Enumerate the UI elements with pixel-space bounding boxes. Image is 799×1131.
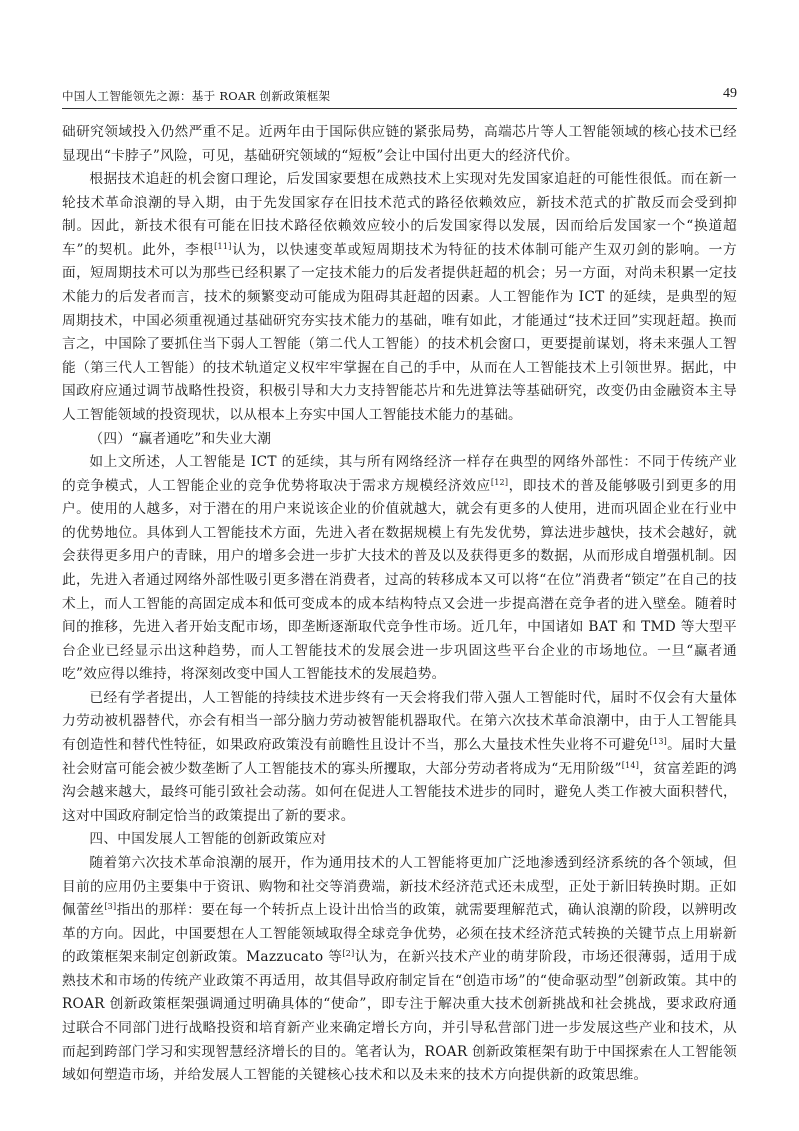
citation-ref: [3]: [104, 902, 117, 912]
paragraph-roar-framework: 随着第六次技术革命浪潮的展开，作为通用技术的人工智能将更加广泛地渗透到经济系统的各个领域，但目前的应用仍主要集中于资讯、购物和社交等消费端，新技术经济范式还未成型，正处于新旧转换时期。正如佩蕾丝[3]指出的那样：要在每一个转折点上设计出恰当的政策，就需要理解范式，确认浪潮的阶段，以辨明改革的方向。因此，中国要想在人工智能领域取得全球竞争优势，必须在技术经济范式转换的关键节点上用崭新的政策框架来制定创新政策。Mazzucato 等[2]认为，在新兴技术产业的萌芽阶段，市场还很薄弱，适用于成熟技术和市场的传统产业政策不再适用，故其倡导政府制定旨在“创造市场”的“使命驱动型”创新政策。其中的 ROAR 创新政策框架强调通过明确具体的“使命”，即专注于解决重大技术创新挑战和社会挑战，要求政府通过联合不同部门进行战略投资和培育新产业来确定增长方向，并引导私营部门进一步发展这些产业和技术，从而起到跨部门学习和实现智慧经济增长的目的。笔者认为，ROAR 创新政策框架有助于中国探索在人工智能领域如何塑造市场，并给发展人工智能的关键核心技术和以及未来的技术方向提供新的政策思维。: [62, 854, 737, 1084]
paragraph-continued: 础研究领域投入仍然严重不足。近两年由于国际供应链的紧张局势，高端芯片等人工智能领域的核心技术已经显现出“卡脖子”风险，可见，基础研究领域的“短板”会让中国付出更大的经济代价。: [62, 124, 737, 164]
paragraph-unemployment: 已经有学者提出，人工智能的持续技术进步终有一天会将我们带入强人工智能时代，届时不仅会有大量体力劳动被机器替代，亦会有相当一部分脑力劳动被智能机器取代。在第六次技术革命浪潮中，由于人工智能具有创造性和替代性特征，如果政府政策没有前瞻性且设计不当，那么大量技术性失业将不可避免[13]。届时大量社会财富可能会被少数垄断了人工智能技术的寡头所攫取，大部分劳动者将成为“无用阶级”[14]，贫富差距的鸿沟会越来越大，最终可能引致社会动荡。如何在促进人工智能技术进步的同时，避免人类工作被大面积替代，这对中国政府制定恰当的政策提出了新的要求。: [62, 689, 737, 824]
page-number: 49: [723, 86, 737, 101]
paragraph-network-externality: 如上文所述，人工智能是 ICT 的延续，其与所有网络经济一样存在典型的网络外部性：不同于传统产业的竞争模式，人工智能企业的竞争优势将取决于需求方规模经济效应[12]，即技术的普及能够吸引到更多的用户。使用的人越多，对于潜在的用户来说该企业的价值就越大，就会有更多的人使用，进而巩固企业在行业中的优势地位。具体到人工智能技术方面，先进入者在数据规模上有先发优势，算法进步越快，技术会越好，就会获得更多用户的青睐，用户的增多会进一步扩大技术的普及以及获得更多的数据，从而形成自增强机制。因此，先进入者通过网络外部性吸引更多潜在消费者，过高的转移成本又可以将“在位”消费者“锁定”在自己的技术上，而人工智能的高固定成本和低可变成本的成本结构特点又会进一步提高潜在竞争者的进入壁垒。随着时间的推移，先进入者开始支配市场，即垄断逐渐取代竞争性市场。近几年，中国诸如 BAT 和 TMD 等大型平台企业已经显示出这种趋势，而人工智能技术的发展会进一步巩固这些平台企业的市场地位。一旦“赢者通吃”效应得以维持，将深刻改变中国人工智能技术的发展趋势。: [62, 454, 737, 683]
paragraph-technology-catch-up: 根据技术追赶的机会窗口理论，后发国家要想在成熟技术上实现对先发国家追赶的可能性很低。而在新一轮技术革命浪潮的导入期，由于先发国家存在旧技术范式的路径依赖效应，新技术范式的扩散反而会受到抑制。因此，新技术很有可能在旧技术路径依赖效应较小的后发国家得以发展，因而给后发国家一个“换道超车”的契机。此外，李根[11]认为，以快速变革或短周期技术为特征的技术体制可能产生双刃剑的影响。一方面，短周期技术可以为那些已经积累了一定技术能力的后发者提供赶超的机会；另一方面，对尚未积累一定技术能力的后发者而言，技术的频繁变动可能成为阻碍其赶超的因素。人工智能作为 ICT 的延续，是典型的短周期技术，中国必须重视通过基础研究夯实技术能力的基础，唯有如此，才能通过“技术迂回”实现赶超。换而言之，中国除了要抓住当下弱人工智能（第二代人工智能）的技术机会窗口，更要提前谋划，将未来强人工智能（第三代人工智能）的技术轨道定义权牢牢掌握在自己的手中，从而在人工智能技术上引领世界。据此，中国政府应通过调节战略性投资，积极引导和大力支持智能芯片和先进算法等基础研究，改变仍由金融资本主导人工智能领域的投资现状，以从根本上夯实中国人工智能技术能力的基础。: [62, 171, 737, 423]
running-header: [62, 88, 737, 109]
citation-ref: [14]: [621, 760, 640, 770]
citation-ref: [11]: [214, 241, 232, 251]
section-heading-winner-takes-all: （四）“赢者通吃”和失业大潮: [89, 430, 272, 447]
citation-ref: [2]: [342, 949, 355, 959]
running-title: 中国人工智能领先之源：基于 ROAR 创新政策框架: [62, 89, 331, 103]
article-body: [62, 121, 737, 1088]
section-heading-policy-response: 四、中国发展人工智能的创新政策应对: [89, 831, 327, 848]
citation-ref: [13]: [649, 737, 668, 747]
citation-ref: [12]: [490, 477, 509, 487]
